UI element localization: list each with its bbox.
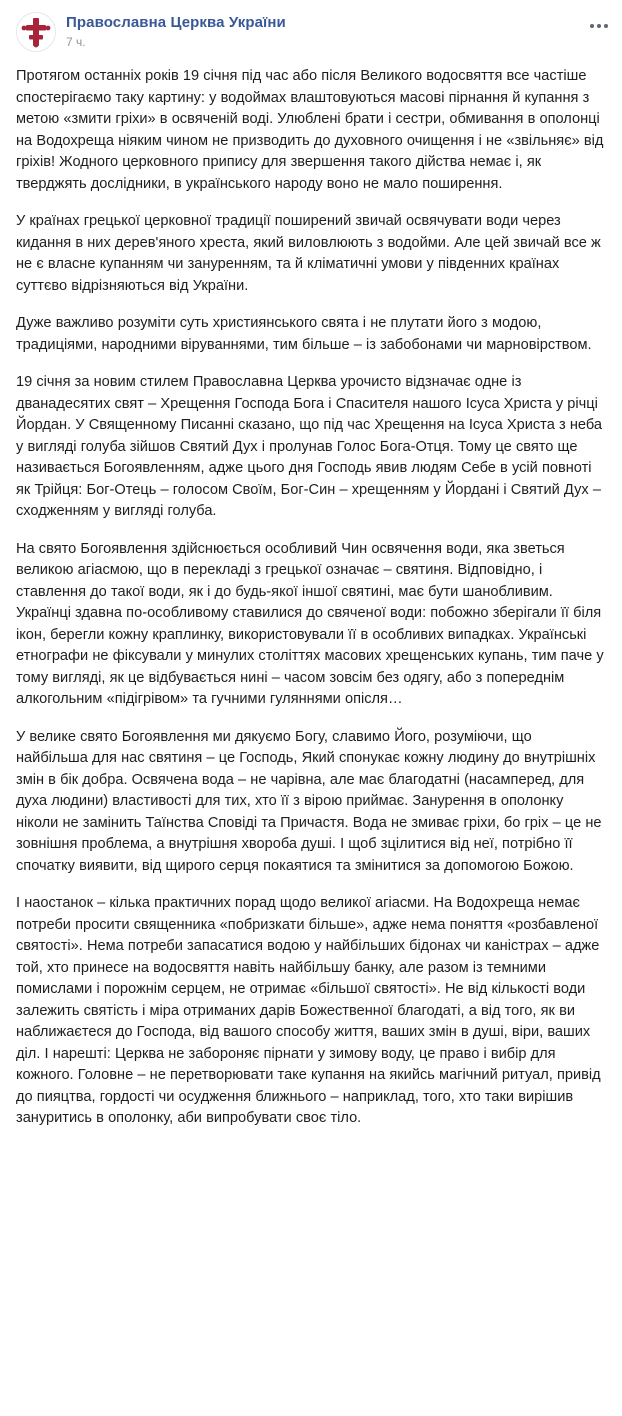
post-meta [66,35,286,50]
post-paragraph: На свято Богоявлення здійснюється особливий Чин освячення води, яка зветься великою агіасмою, що в перекладі з грецької означає – святиня. Відповідно, і ставлення до такої води, як і до будь-якої іншої святині, має бути шанобливим. Українці здавна по-особливому ставилися до свяченої води: побожно зберігали її біля ікон, берегли кожну краплинку, використовували її в особливих випадках. Українські етнографи не фіксували у минулих століттях масових хрещенських купань, тим паче у тому вигляді, як це відбувається нині – часом зовсім без одягу, або з попереднім алкогольним «підігрівом» та гучними гуляннями опісля… [16,540,604,707]
post-paragraph: У велике свято Богоявлення ми дякуємо Богу, славимо Його, розуміючи, що найбільша для нас святиня – це Господь, Який спонукає кожну людину до внутрішніх змін в бік добра. Освячена вода – не чарівна, але має благодатні (насамперед, для духа людини) властивості для тих, хто її з вірою приймає. Занурення в ополонку ніколи не замінить Таїнства Сповіді та Причастя. Вода не змиває гріхи, бо гріх – це не зовнішня проблема, а внутрішня хвороба душі. І щоб зцілитися від неї, потрібно її спочатку виявити, від щирого серця покаятися та змінитися за допомогою Божою. [16,728,602,874]
post-timestamp[interactable]: 7 ч. [66,35,86,49]
ellipsis-dot-icon [604,24,608,28]
post-paragraph: Дуже важливо розуміти суть християнського свята і не плутати його з модою, традиціями, народними віруваннями, тим більше – із забобонами чи марновірством. [16,315,592,353]
post-header [0,0,622,58]
post-options-menu-button[interactable] [580,16,608,36]
post-body [0,58,622,1144]
post-paragraph: Протягом останніх років 19 січня під час або після Великого водосвяття все частіше спостерігаємо таку картину: у водоймах влаштовуються масові пірнання й купання з метою «змити гріхи» в освяченій воді. Улюблені брати і сестри, обмивання в ополонці на Водохреща ніяким чином не призводить до духовного очищення і не «звільняє» від гріхів! Жодного церковного припису для звершення такого дійства немає і, як тверджять дослідники, в українського народу воно не мало поширення. [16,68,604,192]
post-paragraph: У країнах грецької церковної традиції поширений звичай освячувати води через кидання в них дерев'яного хреста, який виловлюють з водойми. Але цей звичай все ж не є власне купанням чи зануренням, та й кліматичні умови у південних країнах суттєво відрізняються від України. [16,213,601,294]
avatar[interactable] [16,12,56,52]
orthodox-cross-emblem-icon [17,13,55,51]
ellipsis-dot-icon [590,24,594,28]
post-paragraph: І наостанок – кілька практичних порад щодо великої агіасми. На Водохреща немає потреби просити священника «побризкати більше», адже нема поняття «розбавленої святості». Нема потреби запасатися водою у найбільших бідонах чи каністрах – адже той, хто принесе на водосвяття навіть найбільшу банку, але разом із темними помислами і порожнім серцем, не отримає «більшої святості». Не від кількості води залежить святість і міра отриманих дарів Божественної благодаті, а від того, як ви наближаєтеся до Господа, від вашого способу життя, ваших змін в душі, віри, ваших діл. І нарешті: Церква не забороняє пірнати у зимову воду, це право і вибір для кожного. Головне – не перетворювати таке купання на якийсь магічний ритуал, привід до пияцтва, гордості чи осудження ближнього – наприклад, того, хто таки вирішив зануритись в ополонку, аби випробувати своє тіло. [16,895,601,1126]
page-name-link[interactable]: Православна Церква України [66,14,286,31]
post-paragraph: 19 січня за новим стилем Православна Церква урочисто відзначає одне із дванадесятих свят – Хрещення Господа Бога і Спасителя нашого Ісуса Христа у річці Йордан. У Священному Писанні сказано, що під час Хрещення на Ісуса Христа з неба у вигляді голуба зійшов Святий Дух і пролунав Голос Бога-Отця. Тому це свято ще називається Богоявленням, адже цього дня Господь явив людям Себе в усій повноті як Трійця: Бог-Отець – голосом Своїм, Бог-Син – хрещенням у Йордані і Святий Дух – сходженням у вигляді голуба. [16,374,602,519]
ellipsis-dot-icon [597,24,601,28]
post-author-block [66,12,286,50]
